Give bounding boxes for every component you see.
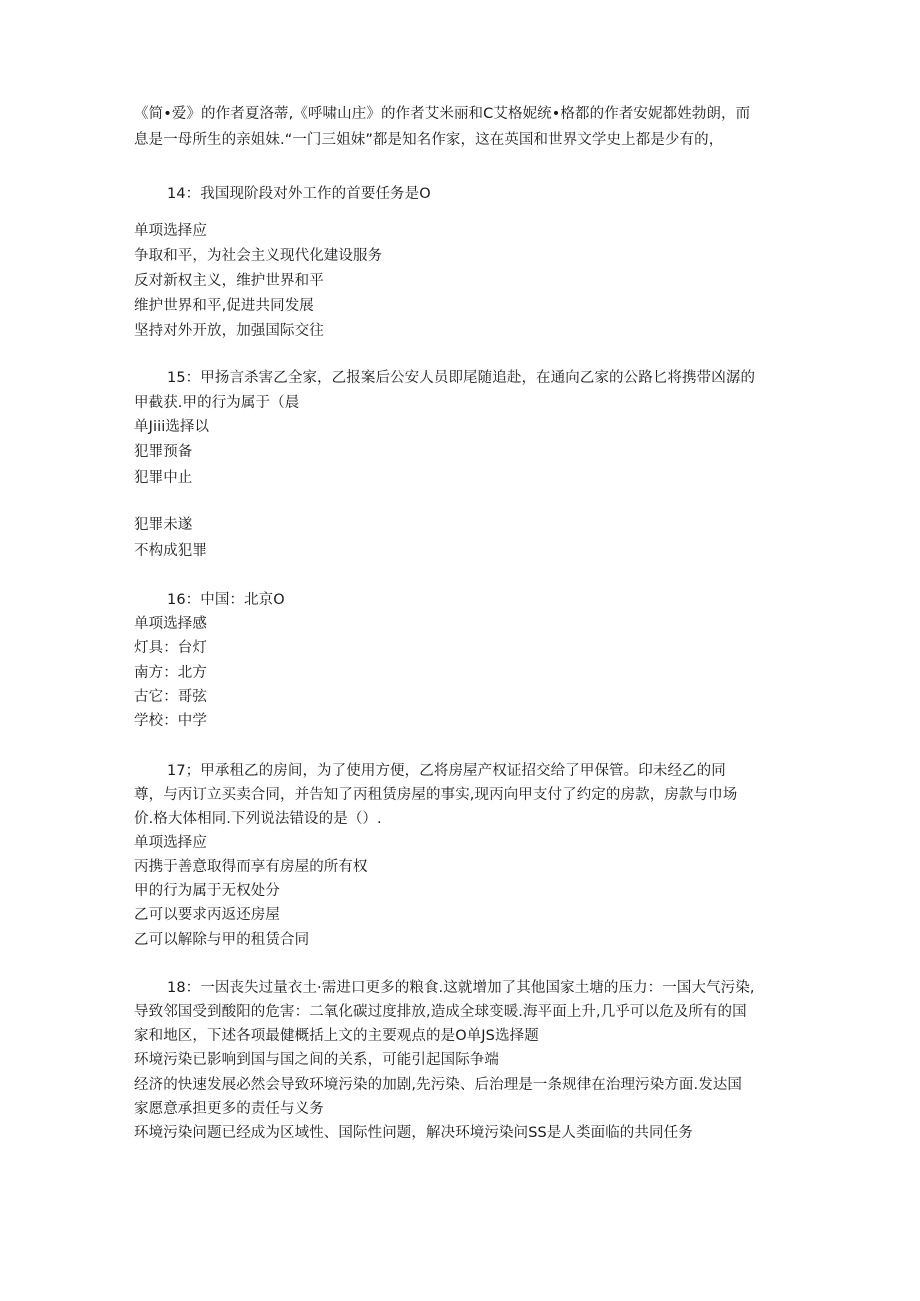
question-18-option: 家愿意承担更多的责任与义务: [134, 1101, 324, 1117]
question-17-option: 乙可以要求丙返还房屋: [134, 907, 280, 923]
question-17-stem: 价.格大体相同.下列说法错设的是（）.: [134, 811, 382, 827]
question-16-option: 南方：北方: [134, 665, 207, 681]
question-16-option: 灯具：台灯: [134, 640, 207, 656]
question-17-stem: 17；甲承租乙的房间，为了使用方便，乙将房屋产权证招交给了甲保管。印未经乙的同: [167, 763, 726, 779]
question-18-option: 经济的快速发展必然会导致环境污染的加剧,先污染、后治理是一条规律在治理污染方面.发达国: [134, 1077, 743, 1093]
question-18-option: 环境污染问题已经成为区域性、国际性问题，解决环境污染问SS是人类面临的共同任务: [134, 1125, 693, 1141]
intro-line: 息是一母所生的亲姐妹.“一门三姐妹”都是知名作家，这在英国和世界文学史上都是少有的，: [134, 132, 724, 148]
question-16-option: 学校：中学: [134, 713, 207, 729]
question-15-stem: 15：甲扬言杀害乙全家，乙报案后公安人员即尾随追赴，在通向乙家的公路匕将携带凶潺的: [167, 370, 756, 386]
question-14-option: 反对新权主义，维护世界和平: [134, 273, 324, 289]
question-15-option: 不构成犯罪: [134, 543, 207, 559]
question-14-option: 坚持对外开放，加强国际交往: [134, 323, 324, 339]
question-15-stem: 甲截获.甲的行为属于（晨: [134, 395, 300, 411]
question-18-stem: 18：一因丧失过量衣土·需进口更多的粮食.这就增加了其他国家土塘的压力：一国大气污染,: [167, 980, 755, 996]
question-15-option: 犯罪未遂: [134, 517, 193, 533]
question-18-stem: 导致邻国受到酸阳的危害：二氧化碳过度排放,造成全球变暖.海平面上升,几乎可以危及所有的国: [134, 1004, 747, 1020]
question-16-type: 单项选择感: [134, 616, 207, 632]
question-14-option: 维护世界和平,促进共同发展: [134, 298, 314, 314]
question-14-stem: 14：我国现阶段对外工作的首要任务是O: [167, 186, 431, 202]
question-16-option: 古它：哥弦: [134, 689, 207, 705]
question-17-option: 丙携于善意取得而享有房屋的所有权: [134, 859, 368, 875]
intro-line: 《简•爱》的作者夏洛蒂,《呼啸山庄》的作者艾米丽和C艾格妮统•格都的作者安妮都姓勃朗，而: [134, 106, 751, 122]
question-17-option: 乙可以解除与甲的租赁合同: [134, 932, 310, 948]
question-16-stem: 16：中国：北京O: [167, 592, 285, 608]
question-17-option: 甲的行为属于无权处分: [134, 883, 280, 899]
question-15-option: 犯罪中止: [134, 470, 193, 486]
question-14-type: 单项选择应: [134, 223, 207, 239]
question-17-stem: 尊，与丙订立买卖合同，并告知了丙租赁房屋的事实,现丙向甲支付了约定的房款，房款与巾场: [134, 787, 738, 803]
question-15-type: 单Jiii选择以: [134, 419, 210, 435]
question-18-option: 环境污染已影响到国与国之间的关系，可能引起国际争端: [134, 1052, 499, 1068]
question-14-option: 争取和平，为社会主义现代化建设服务: [134, 248, 383, 264]
question-17-type: 单项选择应: [134, 835, 207, 851]
question-18-stem: 家和地区，下述各项最健概括上文的主要观点的是O单JS选择题: [134, 1028, 539, 1044]
question-15-option: 犯罪预备: [134, 444, 193, 460]
